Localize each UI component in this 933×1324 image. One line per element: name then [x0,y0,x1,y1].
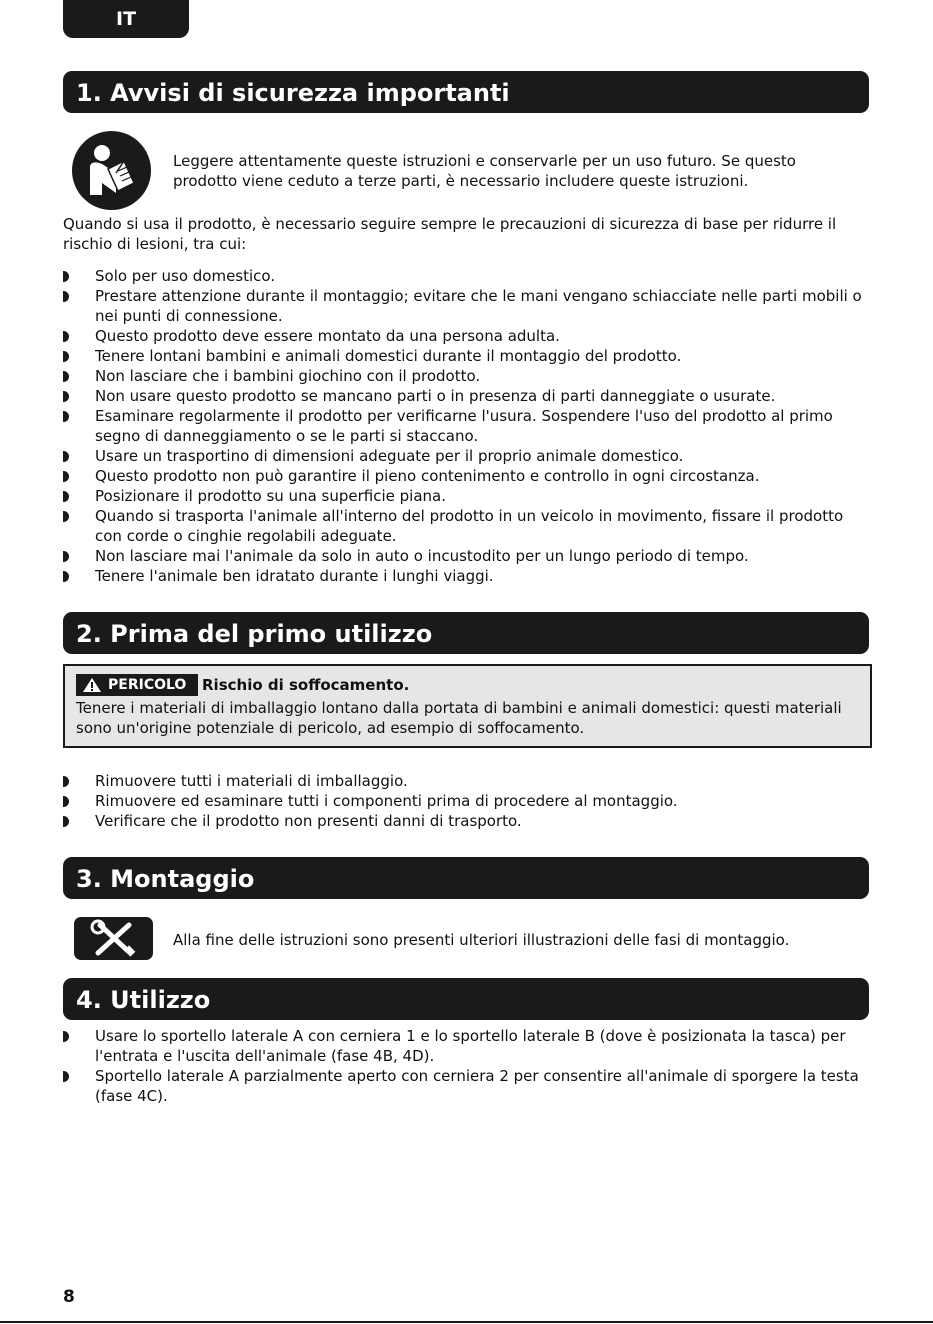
section-title-assembly: 3. Montaggio [63,857,869,899]
bullet-icon [63,491,69,502]
section-title-usage: 4. Utilizzo [63,978,869,1020]
bullet-icon [63,796,69,807]
bullet-icon [63,291,69,302]
list-item: Tenere lontani bambini e animali domestici durante il montaggio del prodotto. [63,346,869,366]
list-item: Non lasciare mai l'animale da solo in auto o incustodito per un lungo periodo di tempo. [63,546,869,566]
usage-list [63,1026,869,1106]
bottom-divider [0,1321,933,1323]
list-item: Sportello laterale A parzialmente aperto con cerniera 2 per consentire all'animale di sporgere la testa (fase 4C). [63,1066,869,1106]
intro-text: Leggere attentamente queste istruzioni e conservarle per un uso futuro. Se questo prodotto viene ceduto a terze parti, è necessario includere queste istruzioni. [173,152,796,190]
list-item: Questo prodotto deve essere montato da una persona adulta. [63,326,869,346]
section-title-before-use: 2. Prima del primo utilizzo [63,612,869,654]
bullet-icon [63,391,69,402]
language-tab: IT [63,0,189,38]
list-item: Verificare che il prodotto non presenti danni di trasporto. [63,811,869,831]
list-item: Usare lo sportello laterale A con cerniera 1 e lo sportello laterale B (dove è posizionata la tasca) per l'entrata e l'uscita dell'animale (fase 4B, 4D). [63,1026,869,1066]
list-item: Non lasciare che i bambini giochino con il prodotto. [63,366,869,386]
assembly-text: Alla fine delle istruzioni sono presenti ulteriori illustrazioni delle fasi di montaggio. [173,931,790,949]
bullet-icon [63,1071,69,1082]
lead-text: Quando si usa il prodotto, è necessario seguire sempre le precauzioni di sicurezza di base per ridurre il rischio di lesioni, tra cui: [63,215,837,253]
bullet-icon [63,816,69,827]
danger-warning-box [63,664,872,748]
bullet-icon [63,776,69,787]
safety-list [63,266,869,586]
warning-title: Rischio di soffocamento. [202,676,410,694]
warning-triangle-icon [82,677,102,693]
list-item: Rimuovere tutti i materiali di imballaggio. [63,771,869,791]
page-number: 8 [63,1287,75,1307]
bullet-icon [63,271,69,282]
bullet-icon [63,371,69,382]
bullet-icon [63,1031,69,1042]
danger-badge-label: PERICOLO [108,677,187,693]
list-item: Posizionare il prodotto su una superficie piana. [63,486,869,506]
warning-text: Tenere i materiali di imballaggio lontano dalla portata di bambini e animali domestici: questi materiali sono un'origine potenziale di pericolo, ad esempio di soffocamento. [76,699,842,737]
read-manual-icon [72,131,151,210]
danger-badge [76,674,198,696]
bullet-icon [63,451,69,462]
tools-icon [74,917,153,960]
list-item: Rimuovere ed esaminare tutti i componenti prima di procedere al montaggio. [63,791,869,811]
list-item: Prestare attenzione durante il montaggio; evitare che le mani vengano schiacciate nelle parti mobili o nei punti di connessione. [63,286,869,326]
bullet-icon [63,571,69,582]
bullet-icon [63,511,69,522]
list-item: Esaminare regolarmente il prodotto per verificarne l'usura. Sospendere l'uso del prodotto al primo segno di danneggiamento o se le parti si staccano. [63,406,869,446]
section-title-safety: 1. Avvisi di sicurezza importanti [63,71,869,113]
bullet-icon [63,471,69,482]
list-item: Usare un trasportino di dimensioni adeguate per il proprio animale domestico. [63,446,869,466]
list-item: Questo prodotto non può garantire il pieno contenimento e controllo in ogni circostanza. [63,466,869,486]
before-use-list [63,771,869,831]
list-item: Quando si trasporta l'animale all'interno del prodotto in un veicolo in movimento, fissare il prodotto con corde o cinghie regolabili adeguate. [63,506,869,546]
list-item: Solo per uso domestico. [63,266,869,286]
list-item: Non usare questo prodotto se mancano parti o in presenza di parti danneggiate o usurate. [63,386,869,406]
bullet-icon [63,351,69,362]
bullet-icon [63,411,69,422]
bullet-icon [63,331,69,342]
bullet-icon [63,551,69,562]
list-item: Tenere l'animale ben idratato durante i lunghi viaggi. [63,566,869,586]
